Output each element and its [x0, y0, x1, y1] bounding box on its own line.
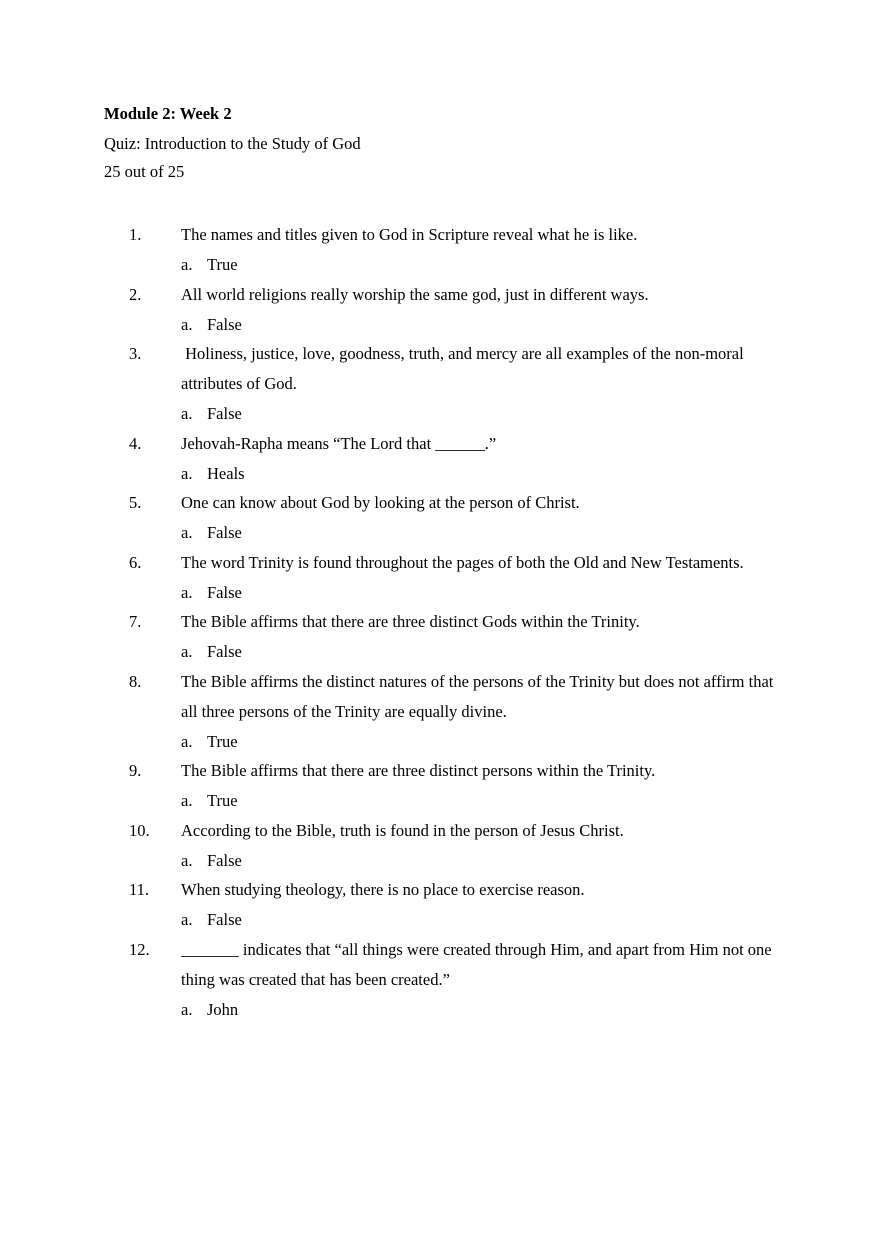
answer-text: False	[207, 404, 242, 423]
question-item	[0, 339, 880, 429]
question-text: One can know about God by looking at the person of Christ.	[181, 493, 580, 512]
question-list	[0, 220, 880, 1024]
question-number: 11.	[129, 880, 150, 899]
question-item	[0, 756, 880, 816]
answer-row	[0, 250, 880, 280]
answer-row	[0, 518, 880, 548]
answer-text: False	[207, 642, 242, 661]
question-item	[0, 429, 880, 489]
answer-letter: a.	[181, 850, 193, 870]
answer-text: False	[207, 850, 242, 870]
answer-row	[0, 578, 880, 608]
question-text: All world religions really worship the same god, just in different ways.	[181, 284, 649, 304]
answer-text: True	[207, 255, 238, 274]
answer-row	[0, 905, 880, 935]
question-number: 5.	[129, 493, 142, 512]
answer-row	[0, 727, 880, 757]
question-number: 3.	[129, 344, 142, 363]
answer-letter: a.	[181, 523, 193, 542]
answer-letter: a.	[181, 404, 193, 423]
answer-letter: a.	[181, 791, 193, 810]
answer-letter: a.	[181, 999, 193, 1019]
question-number: 8.	[129, 671, 142, 691]
module-title: Module 2: Week 2	[104, 104, 232, 123]
answer-letter: a.	[181, 731, 193, 751]
question-item	[0, 816, 880, 876]
question-number: 12.	[129, 939, 150, 959]
quiz-score: 25 out of 25	[104, 162, 185, 181]
question-text: Jehovah-Rapha means “The Lord that ______.”	[181, 433, 497, 453]
answer-letter: a.	[181, 910, 193, 929]
answer-row	[0, 459, 880, 489]
question-item	[0, 220, 880, 280]
question-item	[0, 488, 880, 548]
answer-text: False	[207, 582, 242, 602]
question-number: 2.	[129, 284, 142, 304]
answer-row	[0, 310, 880, 340]
answer-text: True	[207, 791, 238, 810]
question-number: 6.	[129, 552, 142, 572]
question-number: 1.	[129, 225, 142, 244]
answer-letter: a.	[181, 642, 193, 661]
question-text: The Bible affirms that there are three distinct persons within the Trinity.	[181, 761, 656, 780]
answer-text: False	[207, 523, 242, 542]
answer-letter: a.	[181, 314, 193, 334]
question-text: The Bible affirms the distinct natures of the persons of the Trinity but does not affirm that all three persons of the Trinity are equally divine.	[181, 671, 774, 721]
answer-text: John	[207, 999, 239, 1019]
question-text: _______ indicates that “all things were created through Him, and apart from Him not one thing was created that has been created.”	[181, 939, 772, 989]
question-text: When studying theology, there is no place to exercise reason.	[181, 880, 585, 899]
answer-text: Heals	[207, 463, 245, 483]
question-text: The word Trinity is found throughout the pages of both the Old and New Testaments.	[181, 552, 744, 572]
answer-text: False	[207, 910, 242, 929]
answer-text: False	[207, 314, 242, 334]
question-number: 10.	[129, 820, 150, 840]
question-number: 7.	[129, 612, 142, 631]
answer-row	[0, 846, 880, 876]
question-item	[0, 607, 880, 667]
quiz-title: Quiz: Introduction to the Study of God	[104, 134, 361, 153]
answer-row	[0, 637, 880, 667]
answer-letter: a.	[181, 582, 193, 602]
answer-letter: a.	[181, 463, 193, 483]
question-text: Holiness, justice, love, goodness, truth, and mercy are all examples of the non-moral attributes of God.	[181, 344, 748, 393]
question-item	[0, 280, 880, 340]
question-number: 4.	[129, 433, 142, 453]
question-text: According to the Bible, truth is found in the person of Jesus Christ.	[181, 820, 624, 840]
answer-text: True	[207, 731, 238, 751]
answer-row	[0, 786, 880, 816]
question-text: The Bible affirms that there are three distinct Gods within the Trinity.	[181, 612, 640, 631]
answer-row	[0, 995, 880, 1025]
answer-row	[0, 399, 880, 429]
question-item	[0, 875, 880, 935]
question-item	[0, 667, 880, 757]
question-item	[0, 935, 880, 1025]
question-text: The names and titles given to God in Scripture reveal what he is like.	[181, 225, 638, 244]
question-item	[0, 548, 880, 608]
answer-letter: a.	[181, 255, 193, 274]
question-number: 9.	[129, 761, 142, 780]
